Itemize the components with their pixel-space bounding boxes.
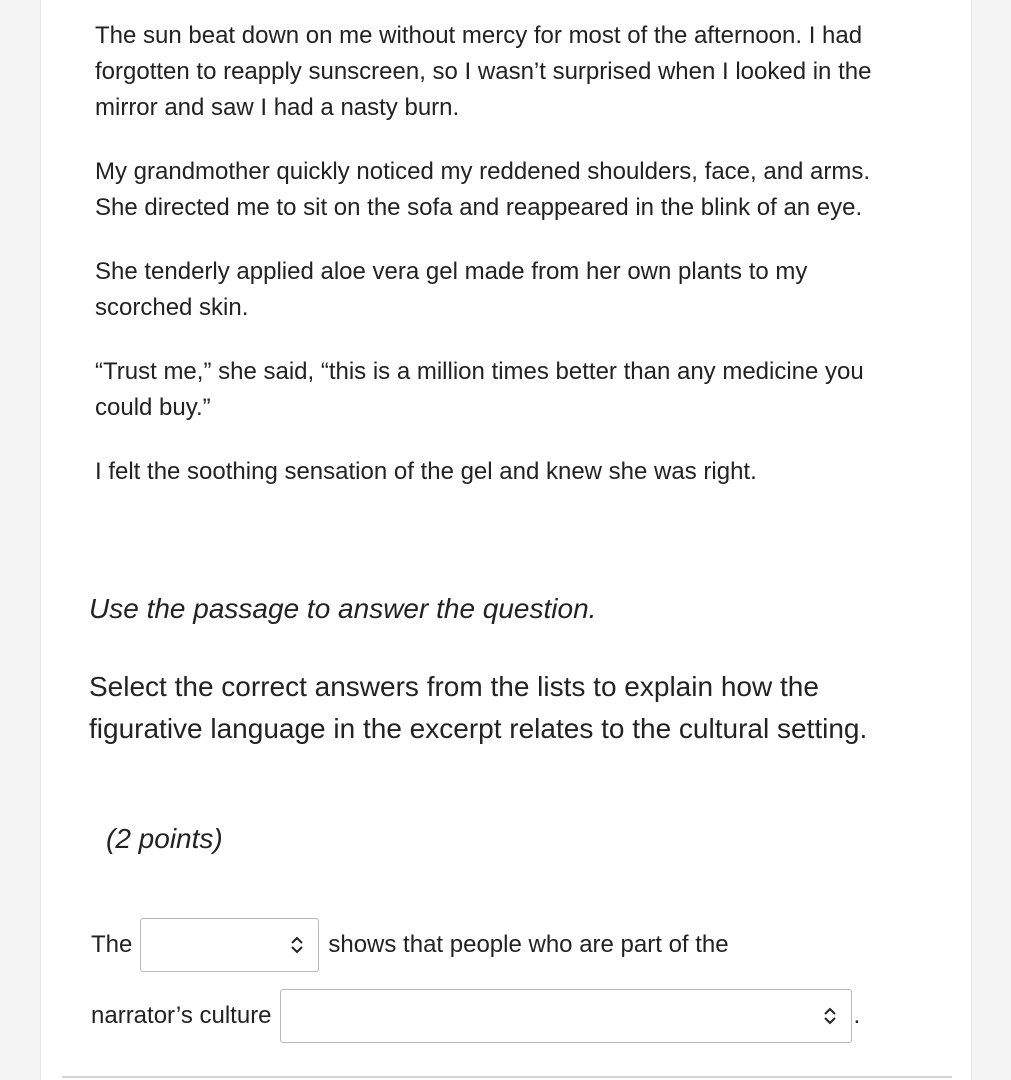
answer-dropdown-1[interactable]: [140, 918, 319, 972]
answer-line-2: [91, 989, 860, 1043]
answer-line-1: [91, 918, 729, 972]
passage-paragraph-1: The sun beat down on me without mercy for most of the afternoon. I had forgotten to reapply sunscreen, so I wasn’t surprised when I looked in the mirror and saw I had a nasty burn.: [95, 22, 872, 121]
question-points: (2 points): [106, 823, 223, 854]
passage-paragraph-3: She tenderly applied aloe vera gel made from her own plants to my scorched skin.: [95, 258, 808, 321]
passage: [95, 18, 895, 518]
passage-paragraph-2: My grandmother quickly noticed my reddened shoulders, face, and arms. She directed me to sit on the sofa and reappeared in the blink of an eye.: [95, 158, 871, 221]
chevron-up-down-icon: [823, 1006, 837, 1026]
answer-period: .: [853, 1002, 861, 1029]
bottom-divider: [62, 1076, 952, 1078]
answer-text-the: The: [91, 931, 133, 958]
question-instruction: Use the passage to answer the question.: [89, 593, 597, 624]
answer-text-shows: shows that people who are part of the: [328, 931, 729, 958]
chevron-up-down-icon: [290, 935, 304, 955]
answer-dropdown-2[interactable]: [280, 989, 852, 1043]
passage-paragraph-4: “Trust me,” she said, “this is a million times better than any medicine you could buy.”: [95, 358, 864, 421]
answer-text-narrators-culture: narrator’s culture: [91, 1002, 272, 1029]
passage-paragraph-5: I felt the soothing sensation of the gel and knew she was right.: [95, 458, 757, 485]
question-prompt: Select the correct answers from the lists to explain how the figurative language in the excerpt relates to the cultural setting.: [89, 671, 868, 744]
